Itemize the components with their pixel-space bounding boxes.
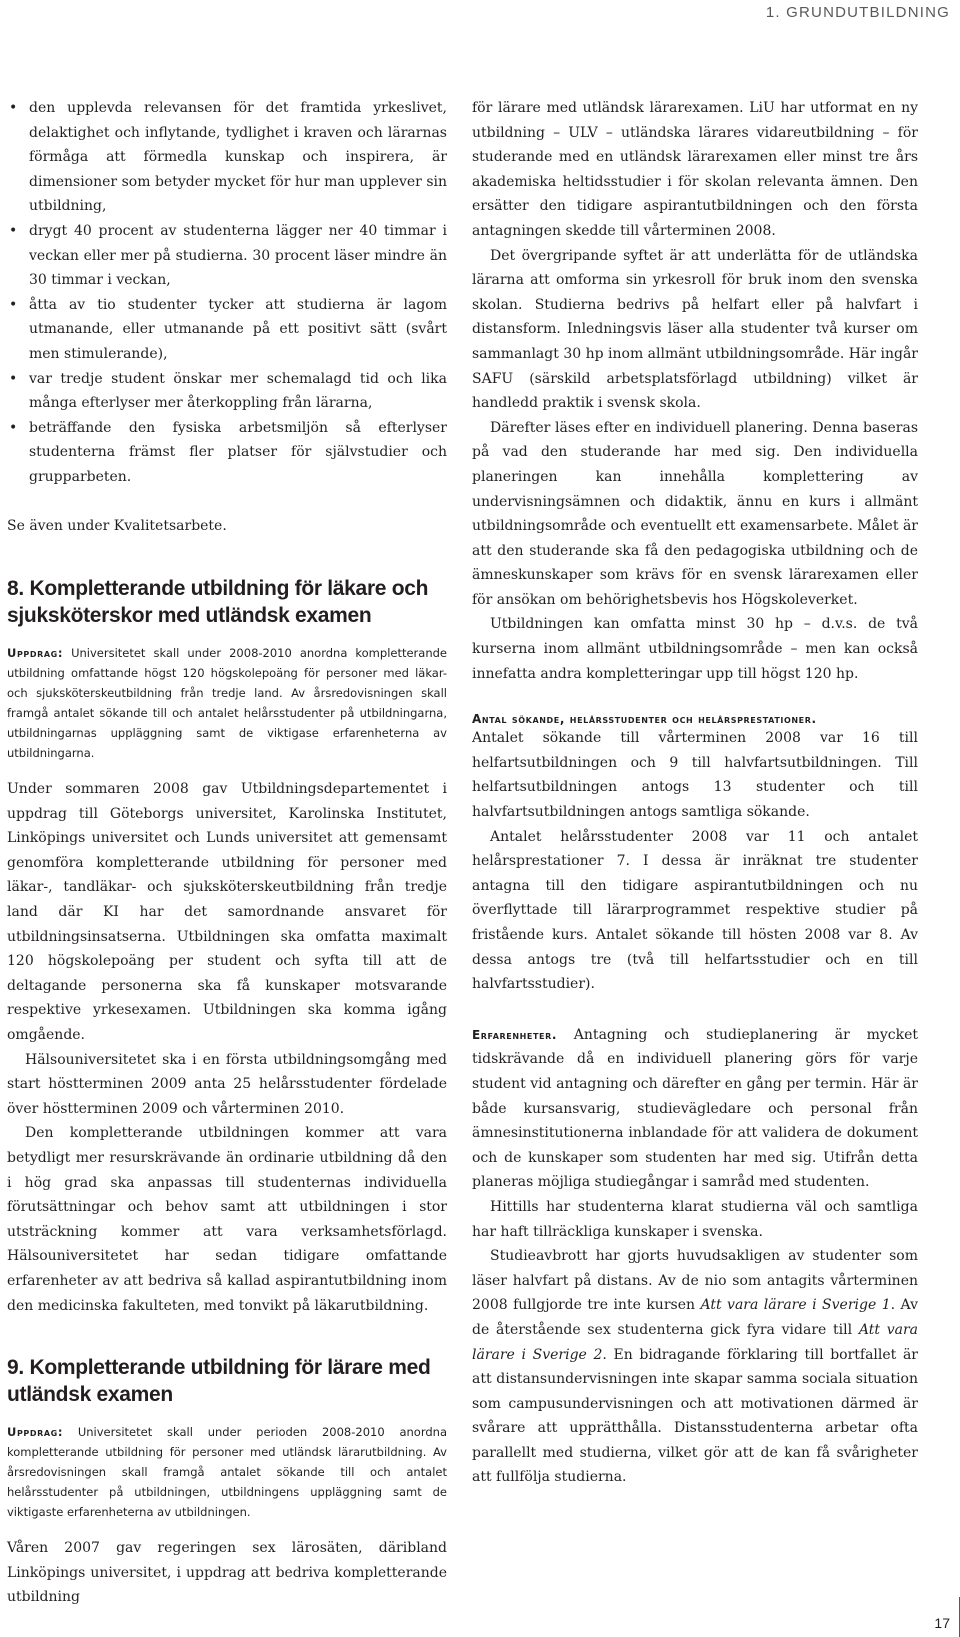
right-column: [472, 96, 918, 1490]
experiences-paragraph: [472, 1023, 918, 1195]
section-8-assignment: [7, 643, 447, 763]
experiences-paragraph: Studieavbrott har gjorts huvudsakligen av studenter som läser halvfart på distans. Av de nio som antagits vårterminen 2008 fullgjorde tre inte kursen Att vara lärare i Sverige 1. Av de återstående sex studenterna gick fyra vidare till Att vara lärare i Sverige 2. En bidragande förklaring till bortfallet är att distansundervisningen inte skapar samma sociala situation som campusundervisningen och att motivationen därmed är svårare att upprätthålla. Distansstudenterna arbetar ofta parallellt med studierna, vilket gör att de kan få svårigheter att fullfölja studierna.: [472, 1248, 918, 1486]
bullet-icon: •: [9, 100, 18, 116]
section-8-heading: 8. Kompletterande utbildning för läkare och sjuksköterskor med utländsk examen: [7, 577, 429, 628]
section-9-paragraph: för lärare med utländsk lärarexamen. LiU har utformat en ny utbildning – ULV – utländska lärares vidareutbildning – för studerande med en utländsk lärarexamen eller minst tre års akademiska heltidsstudier i för skolan relevanta ämnen. Den ersätter den tidigare aspirantutbildningen och den första antagningen skedde till vårterminen 2008.: [472, 100, 918, 239]
bullet-icon: •: [9, 370, 18, 387]
assignment-text: Universitetet skall under 2008-2010 anordna kompletterande utbildning omfattande högst 120 högskolepoäng för personer med läkar- och sjuksköterskeutbildning från tredje land. Av årsredovisningen skall framgå antalet sökande till och antalet helårsstudenter på utbildningarna, utbildningarnas uppläggning samt de viktigase erfarenheterna av utbildningarna.: [7, 646, 447, 761]
section-9-assignment: [7, 1422, 447, 1522]
section-9-paragraph: Utbildningen kan omfatta minst 30 hp – d.v.s. de två kurserna inom allmänt utbildningsområde – men kan också innefatta andra kompletteringar upp till högst 120 hp.: [472, 616, 918, 682]
list-item: • drygt 40 procent av studenterna lägger ner 40 timmar i veckan eller mer på studierna. 30 procent läser mindre än 30 timmar i veckan,: [7, 219, 447, 293]
section-8-paragraph: Hälsouniversitetet ska i en första utbildningsomgång med start höstterminen 2009 anta 25 helårsstudenter fördelade över höstterminen 2009 och vårterminen 2010.: [7, 1051, 447, 1117]
section-9-paragraph: Våren 2007 gav regeringen sex lärosäten, däribland Linköpings universitet, i uppdrag att bedriva kompletterande utbildning: [7, 1540, 447, 1606]
assignment-text: Universitetet skall under perioden 2008-2010 anordna kompletterande utbildning för personer med utländsk lärarutbildning. Av årsredovisningen skall framgå antalet sökande till och antalet helårsstudenter på utbildningen, utbildningens uppläggning samt de viktigaste erfarenheterna av utbildningen.: [7, 1425, 447, 1520]
course-title: Att vara lärare i Sverige 1: [700, 1297, 891, 1314]
findings-list: [7, 96, 447, 490]
applicants-paragraph: Antalet sökande till vårterminen 2008 var 16 till helfartsutbildningen och 9 till halvfartsutbildningen. Till helfartsutbildningen antogs 13 studenter och till halvfartsutbildningen antogs samtliga sökande.: [472, 730, 918, 821]
section-8-paragraph: Under sommaren 2008 gav Utbildningsdepartementet i uppdrag till Göteborgs universitet, Karolinska Institutet, Linköpings universitet och Lunds universitet att gemensamt genomföra kompletterande utbildning för personer med läkar-, tandläkar- och sjuksköterskeutbildning från tredje land där KI har det samordnande ansvaret för utbildningsinsatserna. Utbildningen ska omfatta maximalt 120 högskolepoäng per student och syfta till att de deltagande personerna ska få kunskaper motsvarande respektive yrkesexamen. Utbildningen ska komma igång omgående.: [7, 781, 447, 1044]
applicants-paragraph: Antalet helårsstudenter 2008 var 11 och antalet helårsprestationer 7. I dessa är inräknat tre studenter antagna till den tidigare aspirantutbildningen och nu överflyttade till lärarprogrammet respektive studier på fristående kurs. Antalet sökande till hösten 2008 var 8. Av dessa antogs tre (två till helfartsstudier och en till halvfartsstudier).: [472, 828, 918, 993]
experiences-paragraph: Hittills har studenterna klarat studierna väl och samtliga har haft tillräckliga kunskaper i svenska.: [472, 1198, 918, 1240]
section-8-paragraph: Den kompletterande utbildningen kommer att vara betydligt mer resurskrävande än ordinarie utbildning då den i hög grad ska anpassas till studenternas individuella förutsättningar och behov samt att utbildningen i stor utsträckning kommer att vara verksamhetsförlagd. Hälsouniversitetet har sedan tidigare omfattande erfarenheter av att bedriva så kallad aspirantutbildning inom den medicinska fakulteten, med tonvikt på läkarutbildning.: [7, 1125, 447, 1314]
assignment-label: Uppdrag:: [7, 1425, 64, 1440]
experiences-label: Erfarenheter.: [472, 1027, 558, 1042]
list-item: • den upplevda relevansen för det framtida yrkeslivet, delaktighet och inflytande, tydlighet i kraven och lärarnas förmåga att förmedla kunskap och inspirera, är dimensioner som betyder mycket för hur man upplever sin utbildning,: [7, 96, 447, 219]
list-item: • åtta av tio studenter tycker att studierna är lagom utmanande, eller utmanande på ett positivt sätt (svårt men stimulerande),: [7, 293, 447, 367]
applicants-block: [472, 712, 918, 997]
list-item: • var tredje student önskar mer schemalagd tid och lika många efterlyser mer återkoppling från lärarna,: [7, 367, 447, 416]
running-head: 1. GRUNDUTBILDNING: [765, 4, 950, 21]
section-9-heading: 9. Kompletterande utbildning för lärare med utländsk examen: [7, 1356, 431, 1407]
section-9-paragraph: Det övergripande syftet är att underlätta för de utländska lärarna att omforma sin yrkesroll för bruk inom den svenska skolan. Studierna bedrivs på helfart eller på halvfart i distansform. Inledningsvis läser alla studenter två kurser om sammanlagt 30 hp inom allmänt utbildningsområde. Här ingår SAFU (särskild arbetsplatsförlagd utbildning) vilket är handledd praktik i svensk skola.: [472, 247, 918, 412]
course-title: Att vara lärare i Sverige 2: [472, 1321, 918, 1363]
page-number: 17: [934, 1615, 950, 1631]
see-also: Se även under Kvalitetsarbete.: [7, 517, 227, 534]
bullet-icon: •: [9, 222, 18, 239]
list-item: • beträffande den fysiska arbetsmiljön så efterlyser studenterna främst fler platser för självstudier och grupparbeten.: [7, 416, 447, 490]
assignment-label: Uppdrag:: [7, 646, 64, 661]
bullet-icon: •: [9, 296, 18, 313]
bullet-icon: •: [9, 419, 18, 436]
applicants-label: Antal sökande, helårsstudenter och helårsprestationer.: [472, 712, 817, 727]
section-9-paragraph: Därefter läses efter en individuell planering. Denna baseras på vad den studerande har med sig. Den individuella planeringen kan innehålla komplettering av undervisningsämnen och didaktik, ännu en kurs i allmänt utbildningsområde och eventuellt ett examensarbete. Målet är att den studerande ska få den pedagogiska utbildning och de ämneskunskaper som krävs för en svensk lärarexamen eller för ansökan om behörighetsbevis hos Högskoleverket.: [472, 419, 918, 608]
left-column: [7, 96, 447, 1610]
experiences-text: Antagning och studieplanering är mycket tidskrävande då en individuell planering görs för varje student vid antagning och därefter en gång per termin. Här är både kursansvarig, studievägledare och personal från ämnesinstitutionerna inblandade för att validera de dokument och de kunskaper som studenten har med sig. Utifrån detta planeras möjliga studiegångar i samråd med studenten.: [472, 1026, 918, 1191]
